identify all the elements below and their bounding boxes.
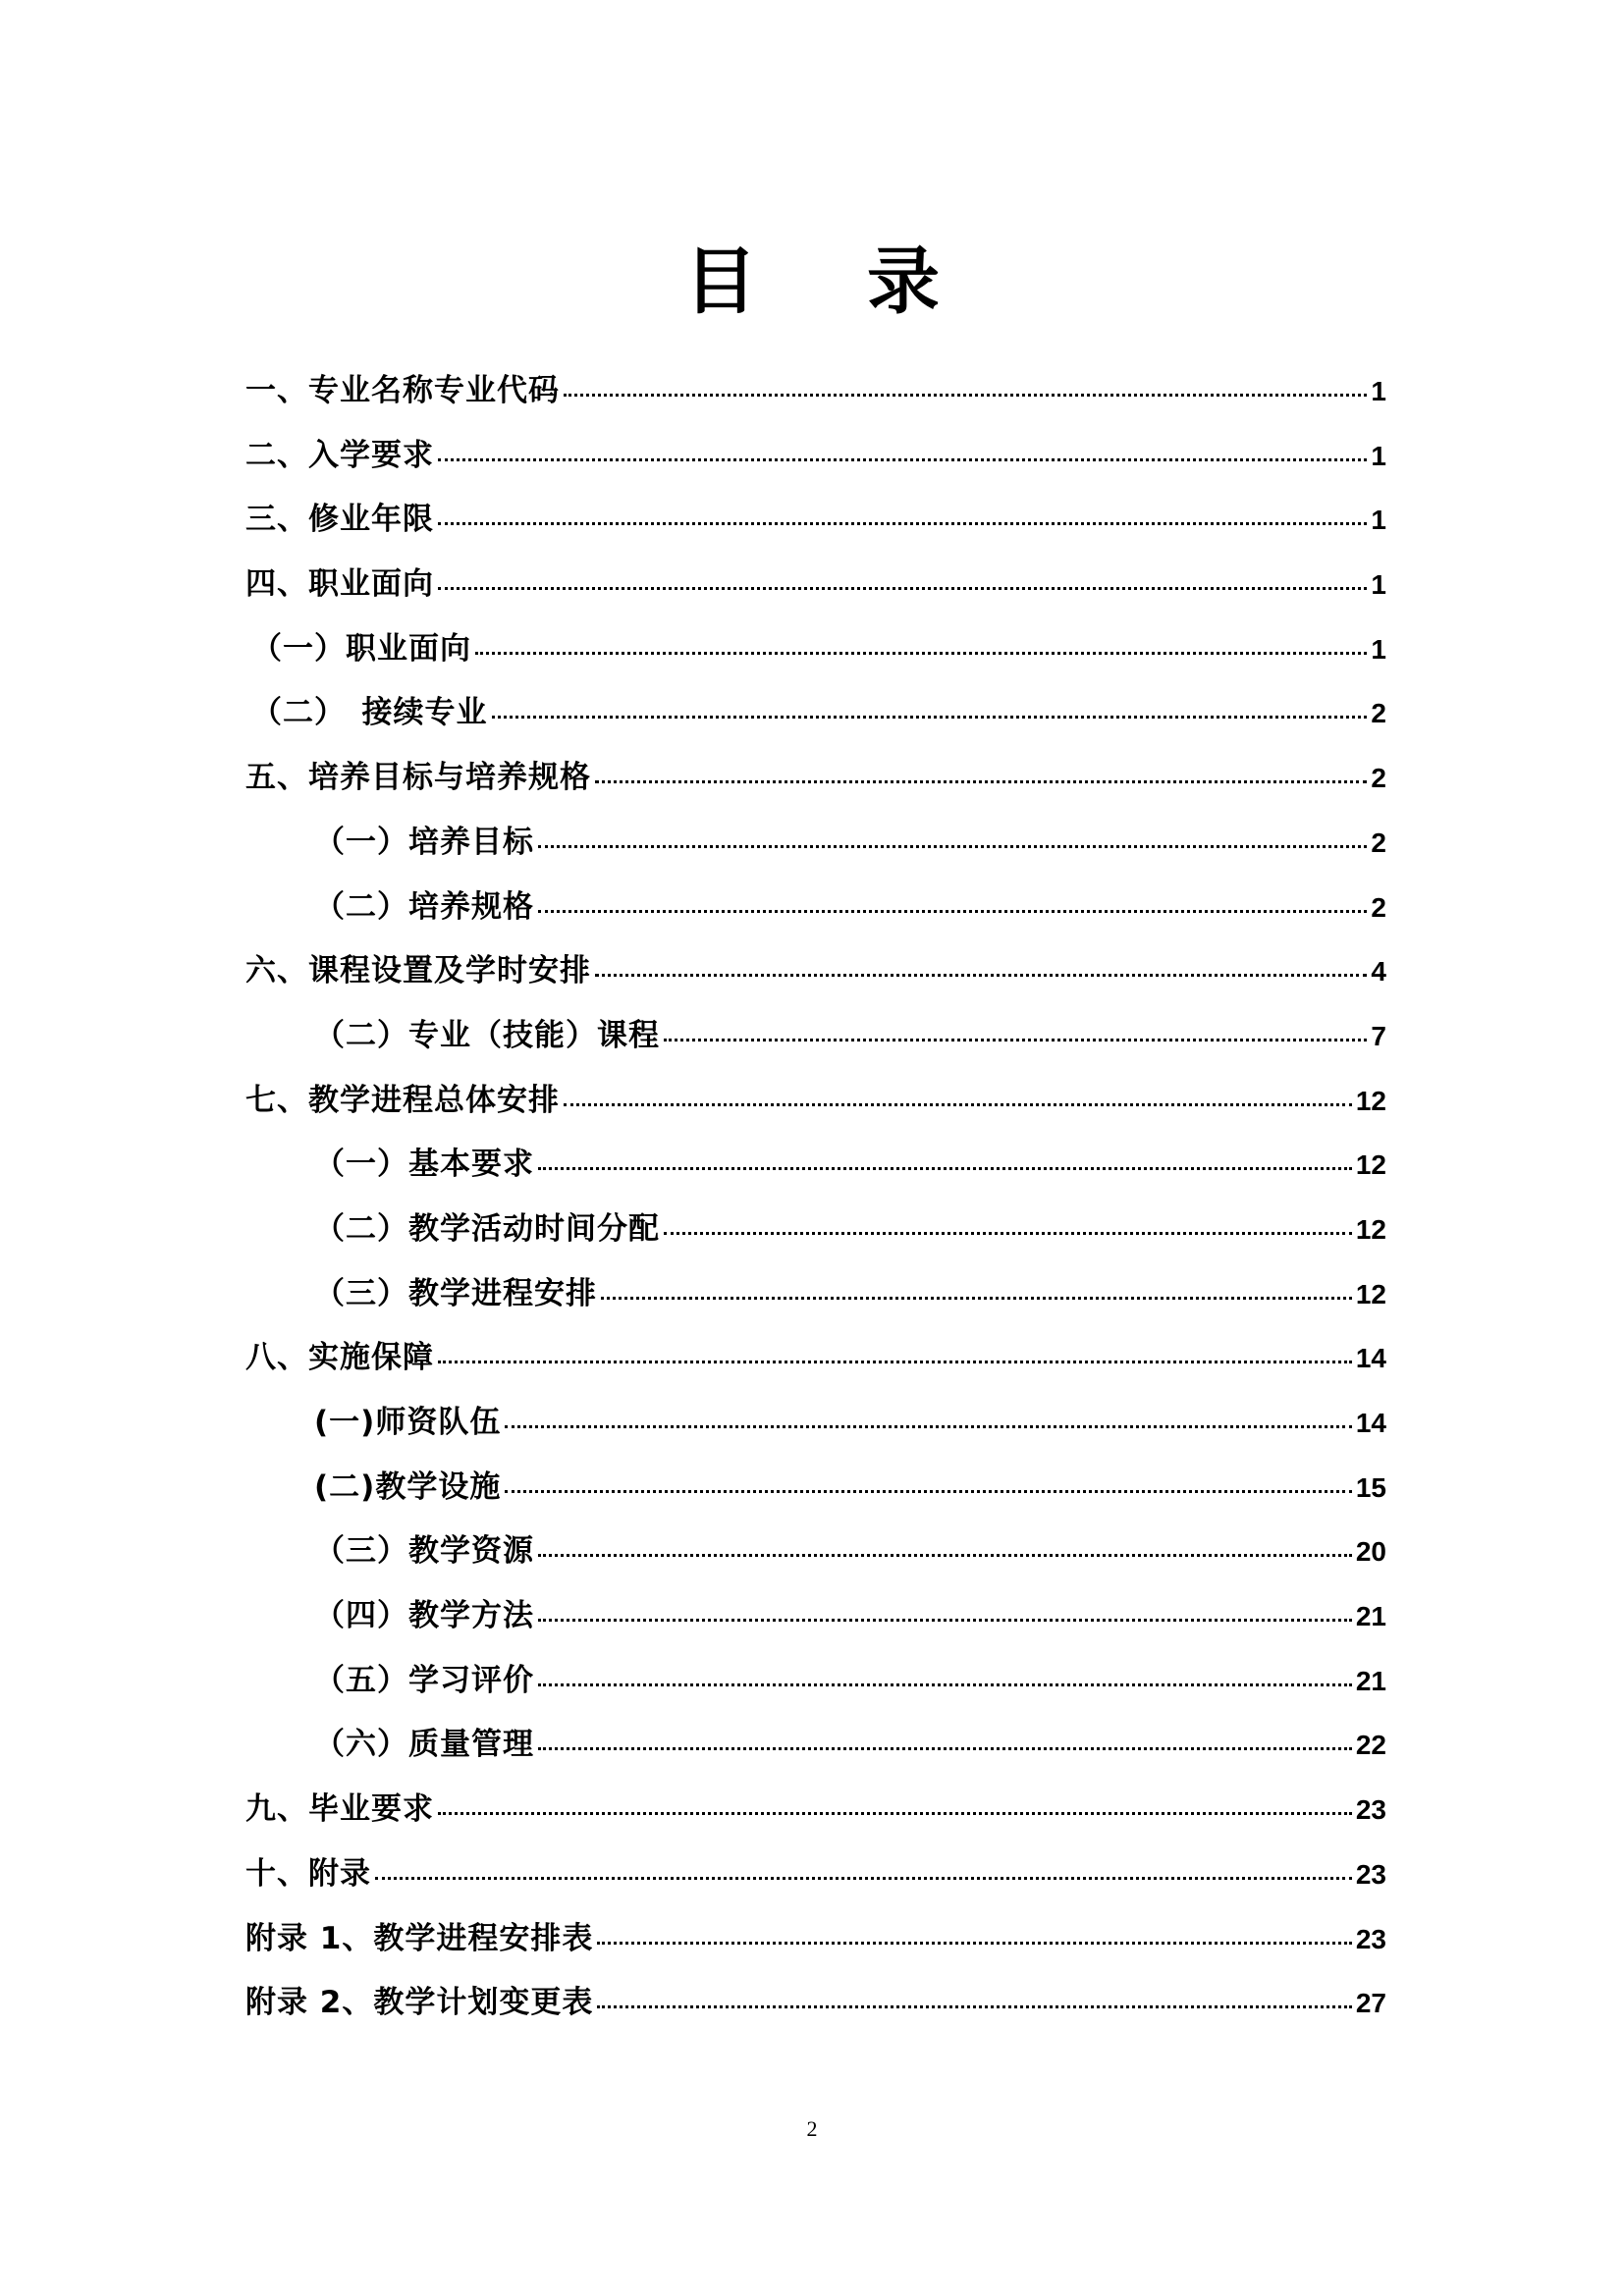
toc-entry-page: 2 [1371,698,1386,729]
toc-entry-page: 4 [1371,956,1386,988]
toc-entry-text: （一）基本要求 [314,1147,534,1183]
toc-leader-dots [438,522,1367,525]
toc-entry-page: 2 [1371,763,1386,794]
toc-entry[interactable] [245,430,1386,495]
toc-entry-text: 二、入学要求 [245,437,434,473]
toc-leader-dots [438,458,1367,461]
toc-leader-dots [597,1942,1351,1945]
toc-leader-dots [438,1361,1352,1363]
toc-leader-dots [538,910,1367,913]
toc-entry-text: 五、培养目标与培养规格 [245,760,591,796]
toc-entry-page: 1 [1371,440,1386,471]
toc-entry-page: 22 [1355,1730,1386,1761]
toc-entry-text: （三）教学进程安排 [314,1275,597,1311]
toc-entry-text: 九、毕业要求 [245,1791,434,1828]
toc-entry[interactable] [245,1913,1386,1978]
toc-leader-dots [595,780,1367,783]
toc-entry[interactable] [245,1848,1386,1913]
toc-entry[interactable] [245,1655,1386,1720]
toc-list [245,365,1386,2042]
toc-entry-page: 27 [1355,1988,1386,2019]
toc-entry-text: 附录 1、教学进程安排表 [245,1920,594,1956]
toc-entry-text: 一、专业名称专业代码 [245,373,560,408]
toc-entry-page: 1 [1371,505,1386,536]
toc-leader-dots [664,1039,1367,1041]
toc-leader-dots [538,1747,1352,1750]
toc-entry-page: 14 [1355,1408,1386,1438]
toc-entry-page: 21 [1355,1601,1386,1632]
toc-entry-text: 七、教学进程总体安排 [245,1082,560,1118]
toc-entry-page: 12 [1355,1085,1386,1116]
toc-entry-text: （二） 接续专业 [251,695,488,731]
toc-entry-page: 21 [1355,1665,1386,1696]
toc-entry[interactable] [245,945,1386,1010]
toc-entry[interactable] [245,1268,1386,1333]
toc-entry[interactable] [245,365,1386,430]
toc-entry[interactable] [245,687,1386,752]
toc-entry-page: 12 [1355,1149,1386,1181]
toc-leader-dots [564,1103,1352,1106]
toc-leader-dots [597,2005,1351,2008]
toc-entry-text: 四、职业面向 [245,566,434,603]
toc-leader-dots [538,1619,1352,1622]
toc-leader-dots [538,1554,1352,1557]
toc-entry-text: 附录 2、教学计划变更表 [245,1985,594,2021]
toc-leader-dots [664,1232,1352,1235]
toc-entry[interactable] [245,1139,1386,1203]
toc-entry[interactable] [245,623,1386,688]
toc-title: 目录 [684,240,1050,324]
toc-entry-text: （三）教学资源 [314,1533,534,1570]
toc-entry[interactable] [245,1397,1386,1462]
toc-entry-text: （四）教学方法 [314,1598,534,1634]
toc-entry[interactable] [245,817,1386,881]
toc-leader-dots [538,1167,1352,1170]
toc-entry-text: （二）培养规格 [314,888,534,925]
toc-entry[interactable] [245,1977,1386,2042]
toc-entry[interactable] [245,1075,1386,1140]
toc-entry[interactable] [245,1590,1386,1655]
toc-entry-page: 14 [1355,1343,1386,1374]
toc-leader-dots [601,1297,1352,1300]
toc-entry-page: 1 [1371,633,1386,665]
toc-entry[interactable] [245,881,1386,946]
toc-entry[interactable] [245,494,1386,559]
toc-entry-page: 1 [1371,376,1386,406]
toc-entry-page: 2 [1371,891,1386,923]
toc-entry-text: （二）专业（技能）课程 [314,1017,660,1053]
toc-leader-dots [505,1490,1352,1493]
toc-entry-text: 十、附录 [245,1855,371,1892]
toc-leader-dots [492,716,1368,719]
toc-entry-text: （五）学习评价 [314,1662,534,1698]
page-number: 2 [806,2116,818,2141]
toc-leader-dots [505,1425,1352,1428]
toc-entry[interactable] [245,752,1386,817]
toc-entry-page: 20 [1355,1536,1386,1568]
toc-entry-text: （二）教学活动时间分配 [314,1210,660,1247]
toc-leader-dots [538,1683,1352,1686]
toc-entry[interactable] [245,1332,1386,1397]
toc-entry-page: 15 [1355,1471,1386,1503]
toc-entry-text: （六）质量管理 [314,1727,534,1763]
toc-entry[interactable] [245,1462,1386,1526]
toc-entry-text: 六、课程设置及学时安排 [245,953,591,989]
toc-leader-dots [438,587,1367,590]
toc-entry-text: （一）职业面向 [251,630,471,667]
toc-entry-page: 23 [1355,1794,1386,1826]
toc-entry-page: 23 [1355,1923,1386,1954]
toc-entry[interactable] [245,1719,1386,1784]
toc-leader-dots [375,1877,1352,1880]
toc-leader-dots [475,652,1367,655]
toc-leader-dots [438,1812,1352,1815]
toc-entry[interactable] [245,1203,1386,1268]
toc-leader-dots [564,394,1367,397]
toc-entry[interactable] [245,1525,1386,1590]
toc-entry-page: 12 [1355,1278,1386,1309]
toc-entry-text: （一）培养目标 [314,824,534,860]
toc-entry-text: 三、修业年限 [245,502,434,538]
toc-entry[interactable] [245,559,1386,623]
toc-entry[interactable] [245,1784,1386,1848]
toc-entry-text: (一)师资队伍 [314,1405,502,1440]
toc-entry-page: 23 [1355,1858,1386,1890]
toc-leader-dots [595,974,1367,977]
toc-entry-page: 1 [1371,569,1386,601]
toc-entry-text: 八、实施保障 [245,1340,434,1376]
toc-entry-page: 12 [1355,1213,1386,1245]
toc-entry-page: 7 [1371,1020,1386,1051]
toc-entry-page: 2 [1371,827,1386,858]
toc-leader-dots [538,845,1367,848]
toc-entry-text: (二)教学设施 [314,1468,502,1505]
toc-entry[interactable] [245,1010,1386,1075]
